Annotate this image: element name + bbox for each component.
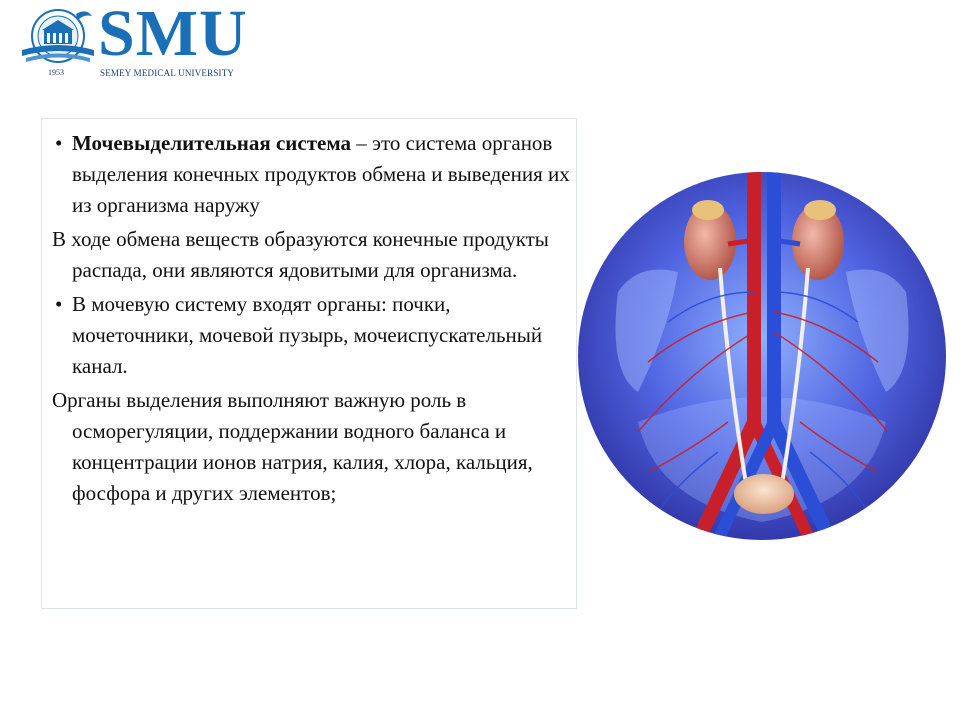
organs-text: В мочевую систему входят органы: почки, мочеточники, мочевой пузырь, мочеиспускательный канал. [72,292,543,378]
paragraph-organs [52,289,577,382]
term-bold: Мочевыделительная система [72,131,351,155]
logo-title: SMU [98,0,248,70]
paragraph-definition [52,128,577,221]
definition-text: – это система органов выделения конечных продуктов обмена и выведения их из организма наружу [72,131,570,217]
logo-subtitle: SEMEY MEDICAL UNIVERSITY [100,68,235,78]
paragraph-metabolism [52,224,577,286]
bullet: • [55,292,63,316]
logo-year: 1953 [48,68,64,77]
metabolism-text: В ходе обмена веществ образуются конечные продукты распада, они являются ядовитыми для организма. [52,227,549,282]
function-text: Органы выделения выполняют важную роль в осморегуляции, поддержании водного баланса и концентрации ионов натрия, калия, хлора, кальция, фосфора и других элементов; [52,388,533,505]
university-emblem-icon [18,6,100,72]
paragraph-function [52,385,577,509]
bullet: • [55,131,63,155]
smu-logo [18,0,278,78]
urinary-system-illustration [578,172,946,540]
slide-content [52,128,577,512]
